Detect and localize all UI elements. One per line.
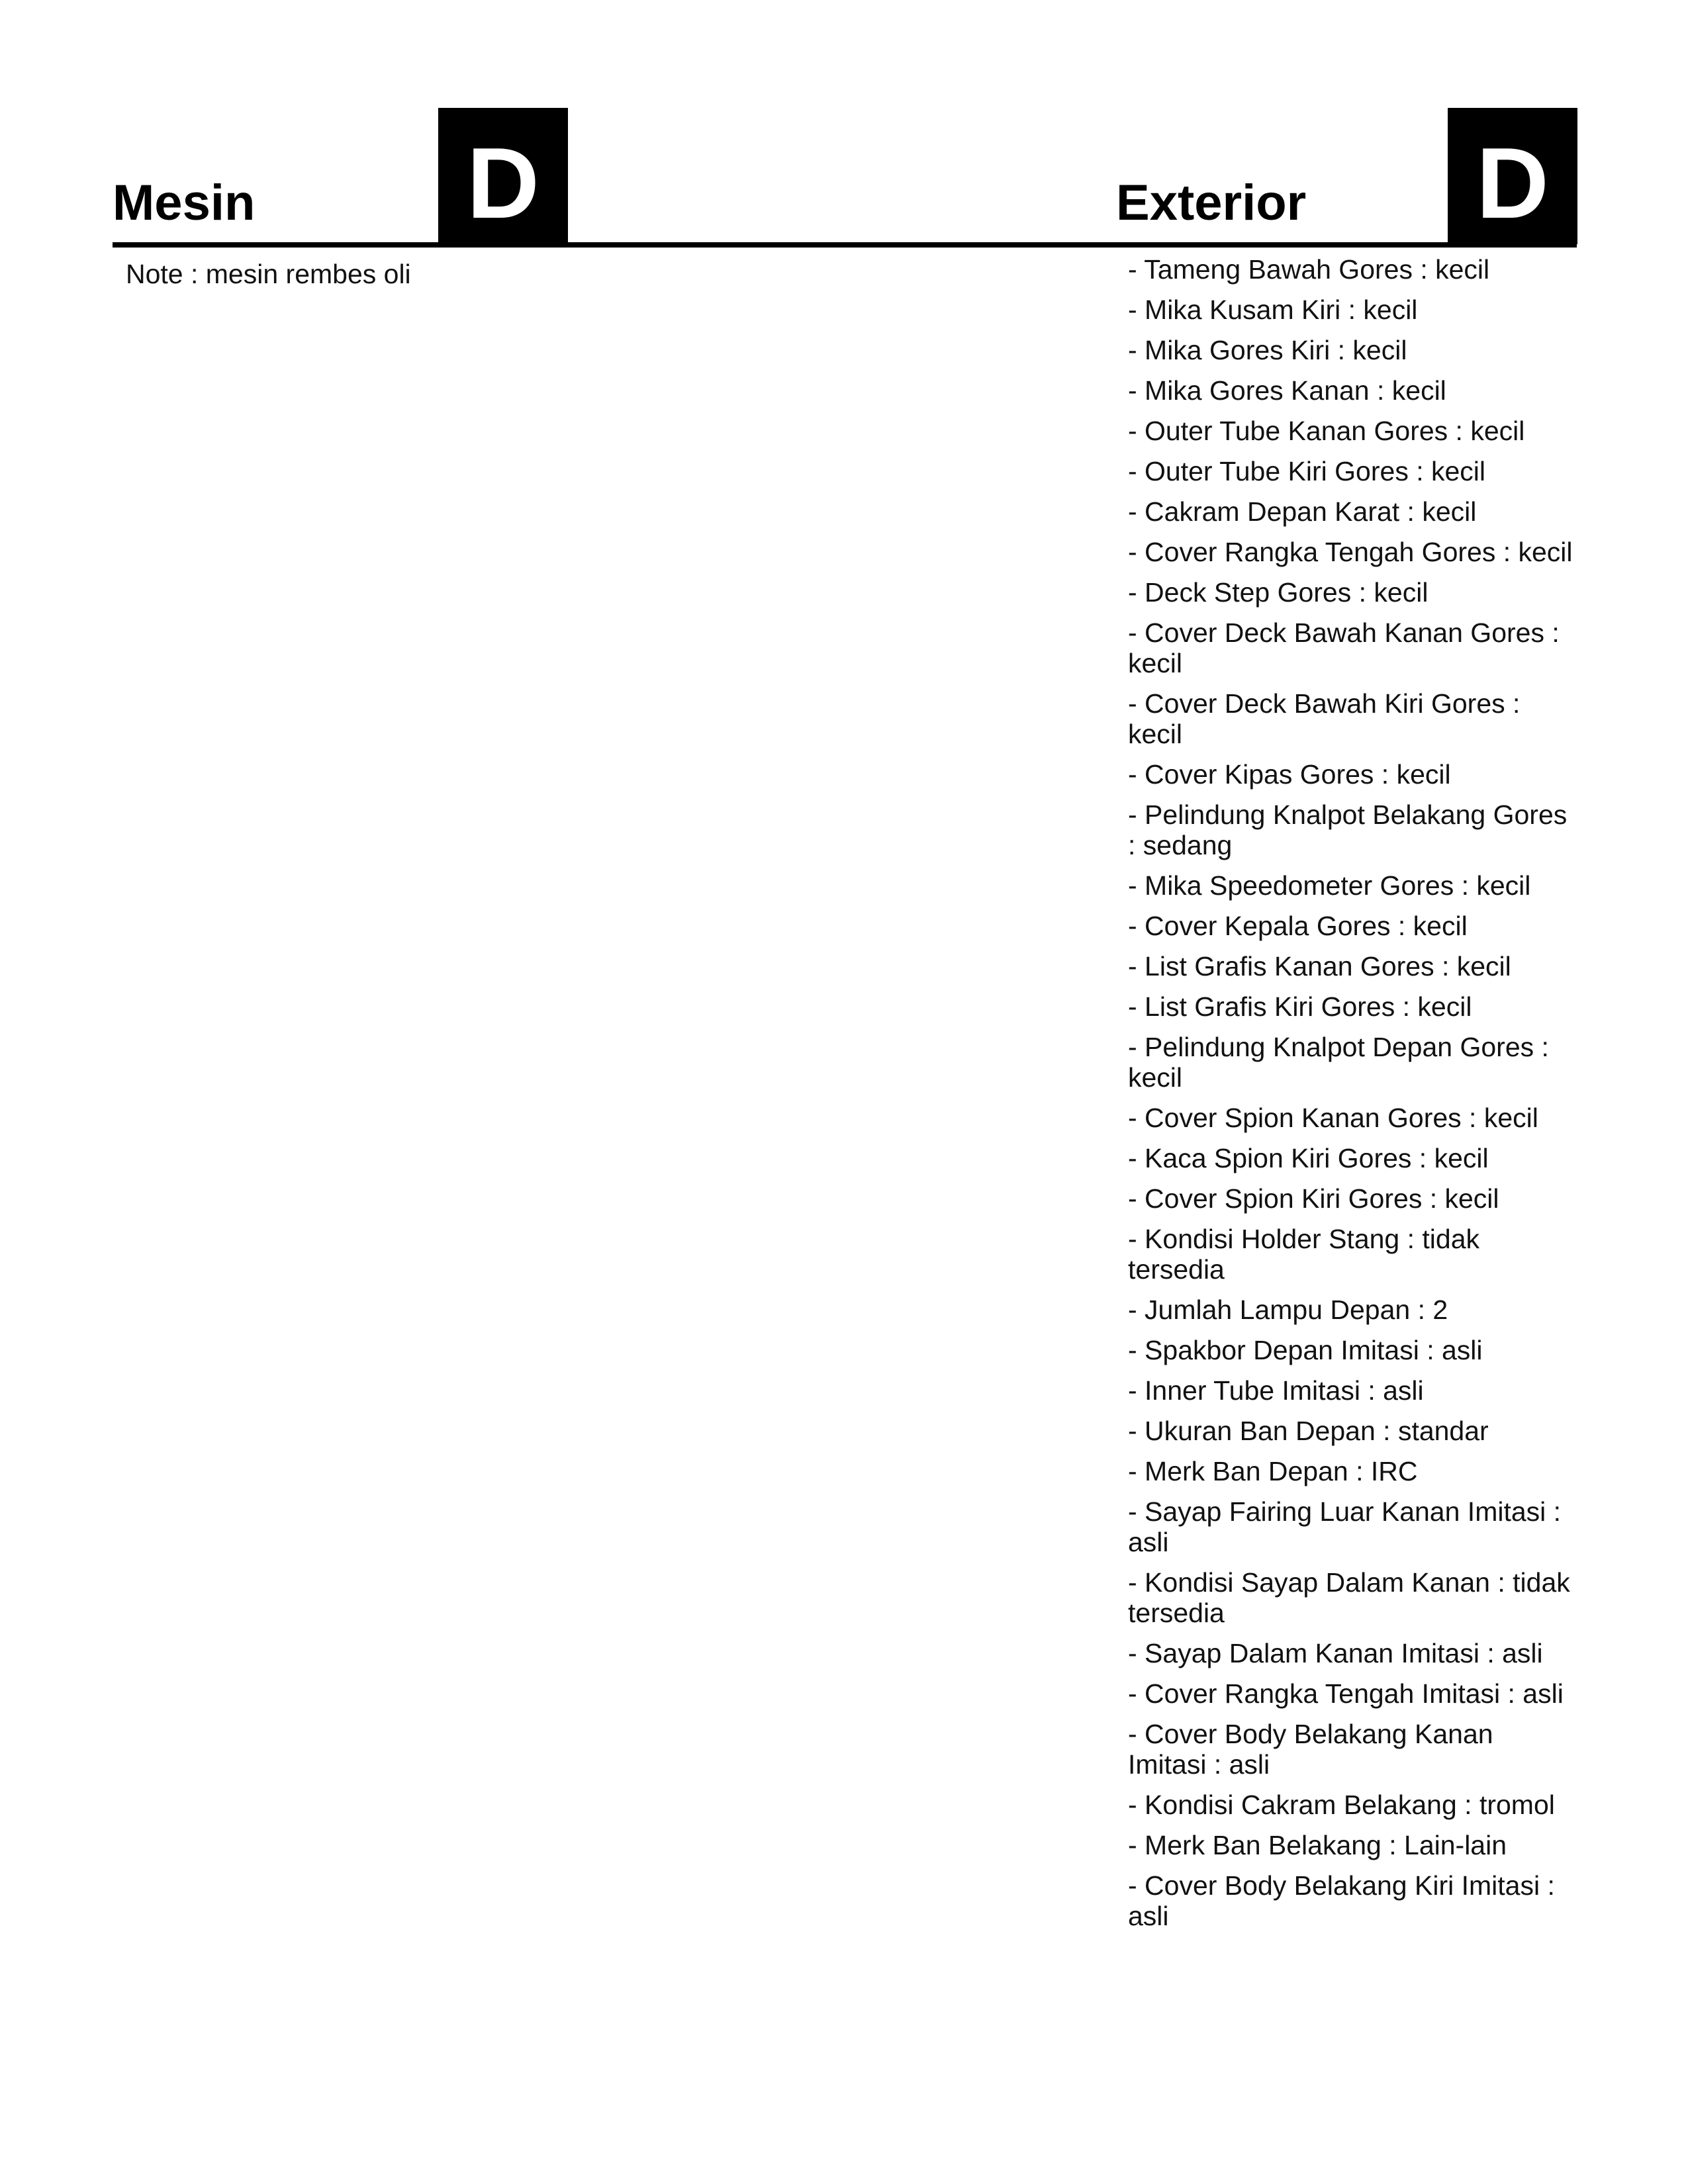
exterior-list-item: - Cover Body Belakang Kiri Imitasi : asli bbox=[1128, 1870, 1555, 1931]
exterior-list-item: - Cover Spion Kiri Gores : kecil bbox=[1128, 1183, 1499, 1214]
exterior-list-item: - Deck Step Gores : kecil bbox=[1128, 577, 1429, 608]
exterior-list-item: - List Grafis Kanan Gores : kecil bbox=[1128, 951, 1511, 981]
exterior-list-item: - Cover Rangka Tengah Gores : kecil bbox=[1128, 537, 1573, 567]
exterior-list-item: - Jumlah Lampu Depan : 2 bbox=[1128, 1295, 1448, 1325]
mesin-note: Note : mesin rembes oli bbox=[126, 259, 411, 289]
exterior-list-item: - Cover Rangka Tengah Imitasi : asli bbox=[1128, 1678, 1564, 1709]
exterior-list-item: - Kaca Spion Kiri Gores : kecil bbox=[1128, 1143, 1489, 1173]
mesin-grade-badge: D bbox=[438, 108, 568, 244]
mesin-section-title: Mesin bbox=[113, 175, 256, 231]
header-divider bbox=[113, 242, 1577, 248]
exterior-list-item: - Kondisi Cakram Belakang : tromol bbox=[1128, 1790, 1555, 1820]
exterior-list-item: - Cover Deck Bawah Kanan Gores : kecil bbox=[1128, 617, 1560, 678]
exterior-list-item: - Cover Body Belakang Kanan Imitasi : asli bbox=[1128, 1719, 1493, 1780]
exterior-list-item: - Mika Speedometer Gores : kecil bbox=[1128, 870, 1531, 901]
exterior-list-item: - Spakbor Depan Imitasi : asli bbox=[1128, 1335, 1483, 1365]
exterior-list-item: - Sayap Fairing Luar Kanan Imitasi : asli bbox=[1128, 1496, 1562, 1557]
exterior-list-item: - Outer Tube Kanan Gores : kecil bbox=[1128, 416, 1525, 446]
exterior-list-item: - Cakram Depan Karat : kecil bbox=[1128, 496, 1477, 527]
exterior-list-item: - Tameng Bawah Gores : kecil bbox=[1128, 254, 1490, 285]
exterior-grade-badge: D bbox=[1448, 108, 1577, 244]
exterior-list-item: - Cover Kipas Gores : kecil bbox=[1128, 759, 1451, 790]
exterior-list-item: - Pelindung Knalpot Belakang Gores : sedang bbox=[1128, 799, 1568, 860]
exterior-list-item: - Sayap Dalam Kanan Imitasi : asli bbox=[1128, 1638, 1543, 1668]
exterior-section-title: Exterior bbox=[1116, 175, 1307, 231]
exterior-list-item: - Kondisi Sayap Dalam Kanan : tidak tersedia bbox=[1128, 1567, 1570, 1628]
exterior-list-item: - Inner Tube Imitasi : asli bbox=[1128, 1375, 1424, 1406]
exterior-list-item: - Merk Ban Depan : IRC bbox=[1128, 1456, 1418, 1486]
exterior-list-item: - Outer Tube Kiri Gores : kecil bbox=[1128, 456, 1486, 486]
exterior-list-item: - Ukuran Ban Depan : standar bbox=[1128, 1416, 1489, 1446]
exterior-list-item: - Pelindung Knalpot Depan Gores : kecil bbox=[1128, 1032, 1549, 1093]
exterior-list-item: - Mika Gores Kiri : kecil bbox=[1128, 335, 1407, 365]
exterior-list-item: - Cover Deck Bawah Kiri Gores : kecil bbox=[1128, 688, 1521, 749]
exterior-list-item: - Cover Spion Kanan Gores : kecil bbox=[1128, 1103, 1538, 1133]
exterior-list-item: - Mika Gores Kanan : kecil bbox=[1128, 375, 1446, 406]
exterior-list-item: - Kondisi Holder Stang : tidak tersedia bbox=[1128, 1224, 1479, 1285]
exterior-list bbox=[1128, 254, 1578, 1941]
exterior-list-item: - List Grafis Kiri Gores : kecil bbox=[1128, 991, 1472, 1022]
exterior-list-item: - Cover Kepala Gores : kecil bbox=[1128, 911, 1468, 941]
exterior-list-item: - Mika Kusam Kiri : kecil bbox=[1128, 295, 1418, 325]
exterior-list-item: - Merk Ban Belakang : Lain-lain bbox=[1128, 1830, 1507, 1860]
